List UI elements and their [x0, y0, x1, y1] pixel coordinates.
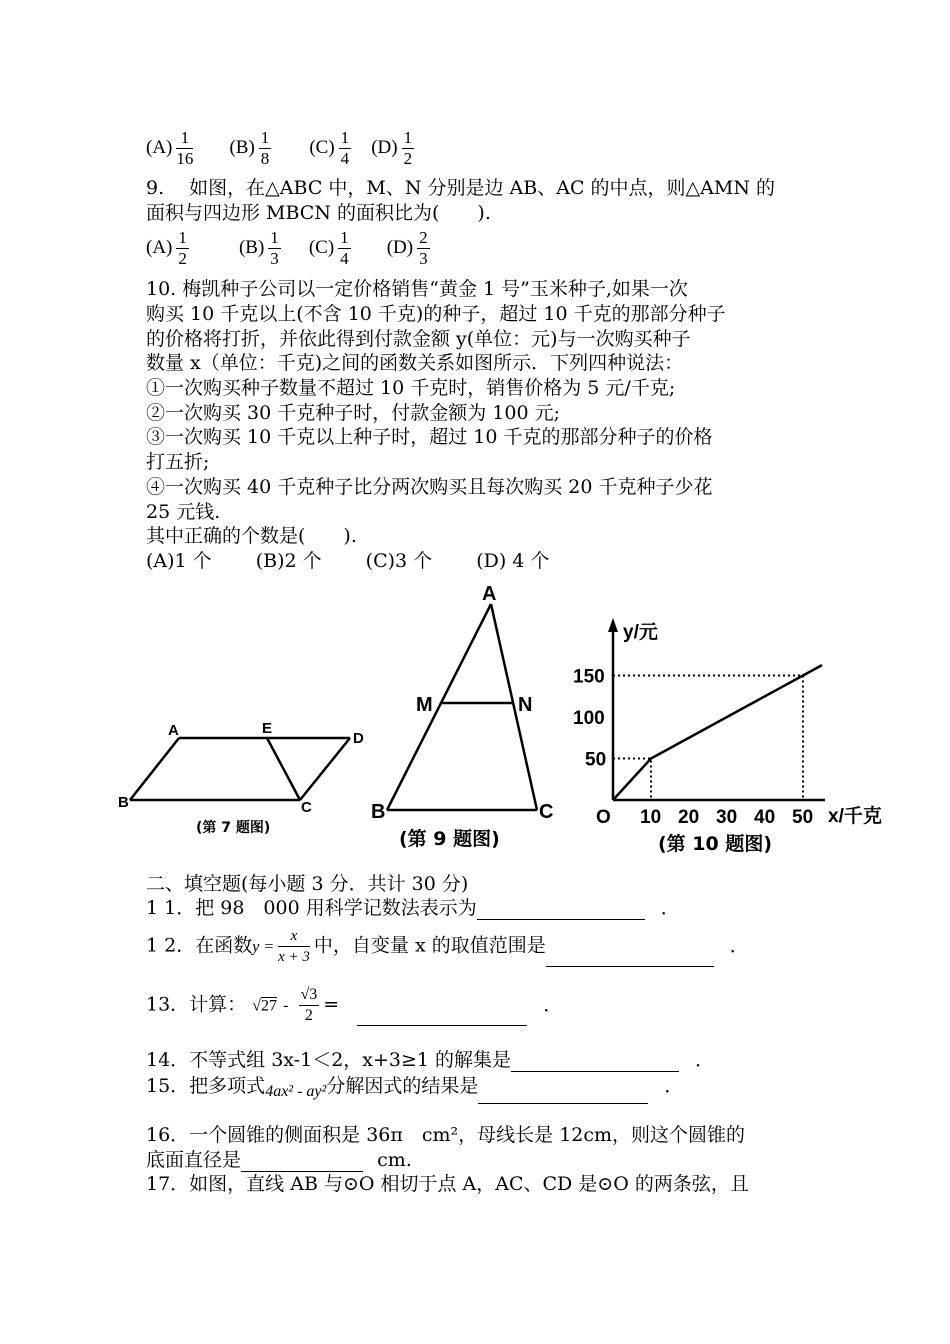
chart-x-tick: 30 — [716, 807, 738, 828]
q10-options: (A)1 个 (B)2 个 (C)3 个 (D) 4 个 — [146, 550, 550, 572]
q9-options — [146, 228, 434, 269]
q16-line-1: 16．一个圆锥的侧面积是 36π cm²，母线长是 12cm，则这个圆锥的 — [146, 1124, 746, 1146]
chart-x-label: x/千克 — [828, 806, 882, 827]
q14 — [146, 1048, 714, 1072]
fig7-label-a: A — [168, 722, 179, 739]
fig7-label-c: C — [301, 799, 312, 816]
q8-option-d: (D) $\frac{1}{2}$ — [371, 128, 413, 168]
chart-series-line — [613, 665, 822, 800]
q12-den: x + 3 — [278, 949, 310, 965]
figure-10-chart — [570, 610, 900, 860]
q13-num: √3 — [299, 985, 320, 1006]
q12-var: y = — [252, 938, 275, 956]
fig9-label-c: C — [539, 801, 554, 823]
fig9-label-m: M — [416, 694, 433, 716]
q11-end: ． — [660, 897, 680, 919]
q13-end: ． — [543, 993, 563, 1016]
section-2-title: 二、填空题(每小题 3 分．共计 30 分) — [146, 873, 469, 895]
q8-options — [146, 128, 418, 169]
q14-blank — [511, 1053, 679, 1072]
q8-option-c: (C) $\frac{1}{4}$ — [309, 128, 350, 168]
q16-post: cm. — [377, 1149, 412, 1171]
chart-y-tick: 50 — [585, 749, 607, 771]
q10-line-9: ④一次购买 40 千克种子比分两次购买且每次购买 20 千克种子少花 — [146, 476, 713, 498]
chart-y-arrow — [608, 618, 618, 632]
q13-blank — [357, 1007, 527, 1026]
q16-pre: 底面直径是 — [146, 1149, 242, 1171]
q10-line-10: 25 元钱. — [146, 501, 221, 523]
q10-line-4: 数量 x（单位：千克)之间的函数关系如图所示．下列四种说法： — [146, 352, 684, 374]
figure-9 — [365, 580, 565, 855]
fig9-label-b: B — [371, 801, 386, 823]
q8-option-a: (A) $\frac{1}{16}$ — [146, 128, 194, 168]
fig9-caption: (第 9 题图) — [399, 828, 500, 850]
q9-option-d: (D) $\frac{2}{3}$ — [386, 228, 428, 268]
chart-x-tick: O — [596, 807, 611, 828]
q13-sqrt: √27 — [252, 997, 278, 1015]
q9-line-2: 面积与四边形 MBCN 的面积比为( ). — [146, 202, 491, 224]
q15-blank — [478, 1085, 648, 1104]
q12-post: 中，自变量 x 的取值范围是 — [313, 934, 546, 957]
q14-text: 14．不等式组 3x-1＜2，x+3≥1 的解集是 — [146, 1049, 512, 1071]
q10-line-8: 打五折; — [146, 451, 210, 473]
q13-den: 2 — [304, 1007, 313, 1024]
q15-pre: 15．把多项式 — [146, 1075, 266, 1097]
chart-y-tick: 100 — [573, 708, 605, 729]
q16-line-2 — [146, 1148, 412, 1172]
q8-option-b: (B) $\frac{1}{8}$ — [229, 128, 270, 168]
q13-radicand: 27 — [261, 997, 278, 1015]
chart-x-tick: 40 — [754, 807, 776, 828]
q12-num: x — [278, 926, 310, 947]
q13-eq: = — [323, 993, 340, 1016]
chart-x-tick: 20 — [678, 807, 700, 828]
q10-line-5: ①一次购买种子数量不超过 10 千克时，销售价格为 5 元/千克; — [146, 377, 676, 399]
q15-end: ． — [664, 1075, 684, 1097]
fig7-label-e: E — [262, 720, 273, 737]
q12-blank — [546, 948, 714, 967]
fig10-caption: (第 10 题图) — [658, 833, 773, 855]
q15-post: 分解因式的结果是 — [326, 1075, 479, 1097]
q10-line-2: 购买 10 千克以上(不含 10 千克)的种子，超过 10 千克的那部分种子 — [146, 303, 726, 325]
q11 — [146, 896, 680, 920]
fig7-caption: (第 7 题图) — [196, 820, 271, 836]
chart-guide-1 — [613, 676, 803, 801]
q15-expr: 4ax² - ay² — [265, 1083, 327, 1100]
q12-end: ． — [729, 934, 749, 957]
q15 — [146, 1074, 683, 1104]
q11-blank — [477, 901, 645, 920]
q17-line-1: 17．如图，直线 AB 与⊙O 相切于点 A，AC、CD 是⊙O 的两条弦，且 — [146, 1173, 749, 1195]
chart-x-tick: 50 — [792, 807, 814, 828]
q10-line-1: 10. 梅凯种子公司以一定价格销售“黄金 1 号”玉米种子,如果一次 — [146, 278, 688, 300]
q13 — [146, 985, 562, 1026]
fig7-label-d: D — [353, 730, 364, 747]
q10-line-7: ③一次购买 10 千克以上种子时，超过 10 千克的那部分种子的价格 — [146, 426, 713, 448]
q11-text: 1 1．把 98 000 用科学记数法表示为 — [146, 897, 477, 919]
q10-line-3: 的价格将打折，并依此得到付款金额 y(单位：元)与一次购买种子 — [146, 328, 691, 350]
q9-option-c: (C) $\frac{1}{4}$ — [308, 228, 349, 268]
q10-line-6: ②一次购买 30 千克种子时，付款金额为 100 元; — [146, 402, 561, 424]
fig9-label-a: A — [482, 583, 497, 605]
fig7-label-b: B — [118, 794, 129, 811]
q13-pre: 13．计算： — [146, 993, 247, 1016]
q9-option-a: (A) $\frac{1}{2}$ — [146, 228, 187, 268]
q9-line-1: 9. 如图，在△ABC 中，M、N 分别是边 AB、AC 的中点，则△AMN 的 — [146, 177, 775, 199]
chart-y-tick: 150 — [573, 666, 605, 688]
q10-line-11: 其中正确的个数是( ). — [146, 525, 357, 547]
q13-minus: - — [283, 995, 289, 1015]
chart-y-label: y/元 — [623, 622, 658, 643]
q14-end: ． — [695, 1049, 715, 1071]
q12 — [146, 926, 749, 967]
fig9-label-n: N — [518, 694, 533, 716]
q16-blank — [241, 1153, 363, 1172]
q12-pre: 1 2．在函数 — [146, 934, 253, 957]
q9-option-b: (B) $\frac{1}{3}$ — [238, 228, 279, 268]
figure-7 — [110, 715, 380, 845]
chart-x-tick: 10 — [640, 807, 662, 828]
